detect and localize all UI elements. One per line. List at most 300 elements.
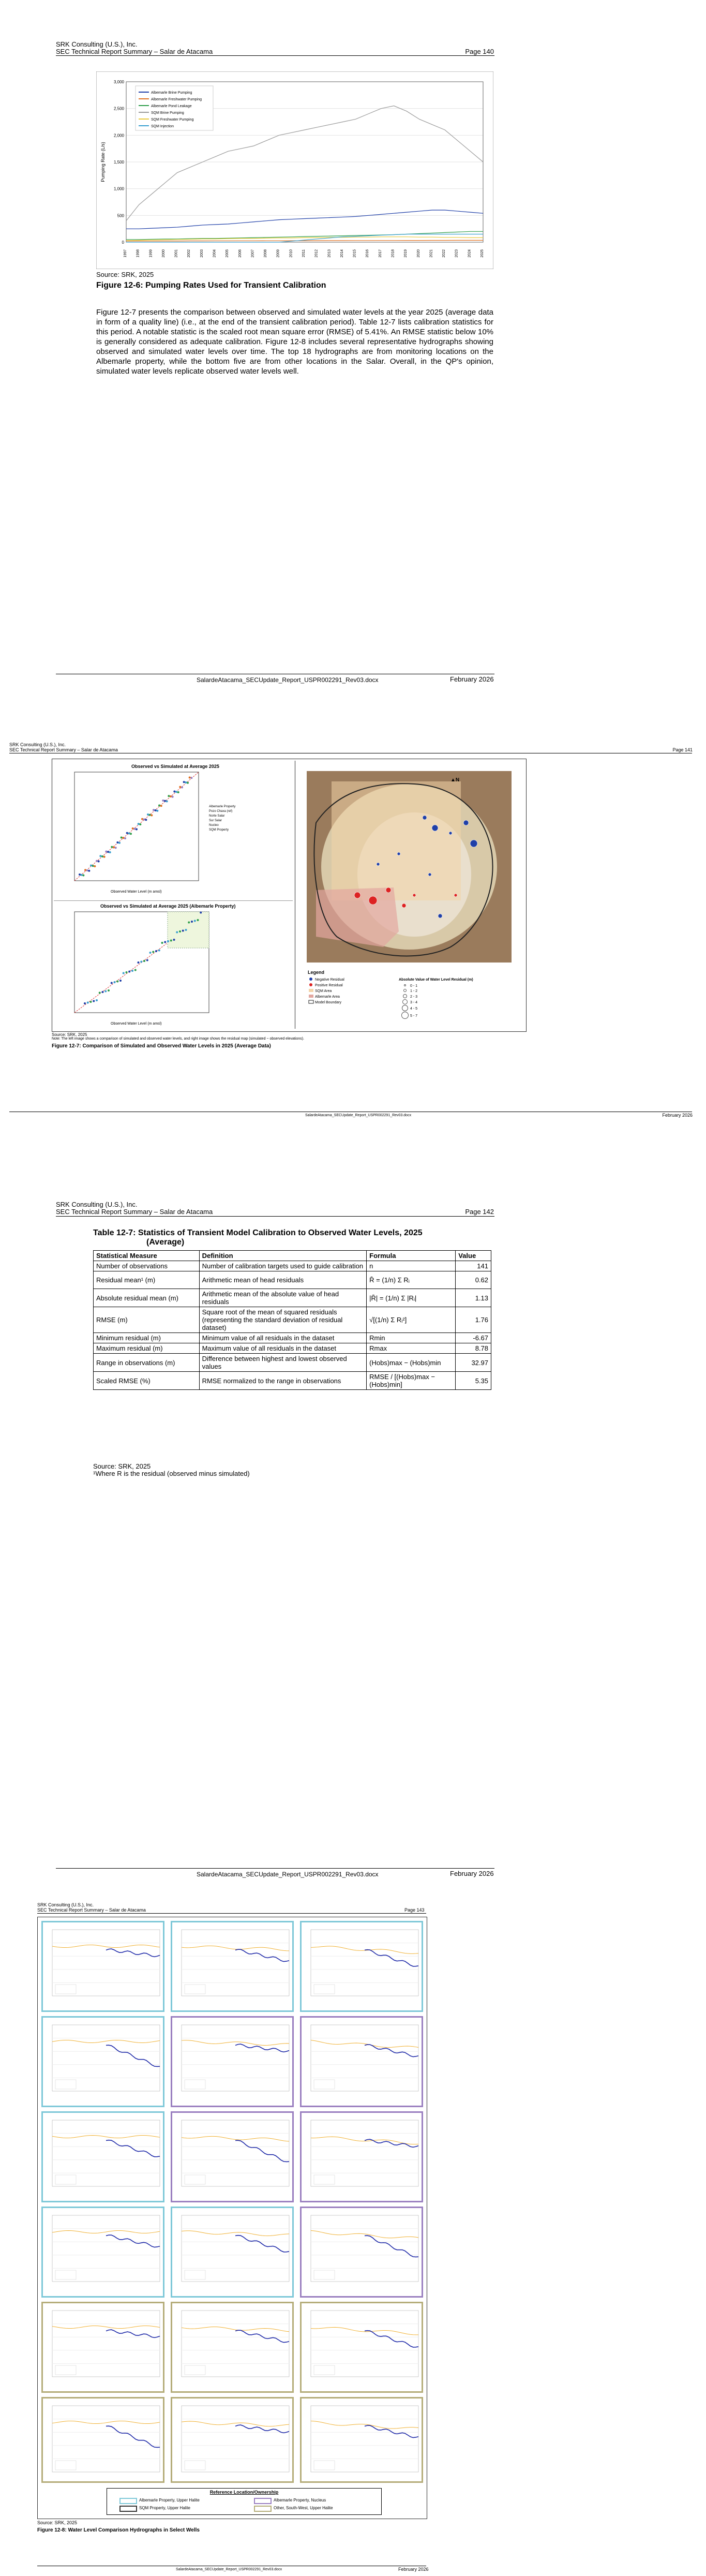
scatter-xlabel-2: Observed Water Level (m amsl) xyxy=(111,1022,162,1026)
residual-dot xyxy=(432,825,438,831)
legend-label: Albemarle Freshwater Pumping xyxy=(151,98,202,101)
scatter-point xyxy=(139,823,141,825)
svg-text:Norte Salar: Norte Salar xyxy=(209,815,225,818)
cell-definition: Arithmetic mean of the absolute value of head residuals xyxy=(199,1289,367,1307)
scatter-point xyxy=(92,865,94,867)
hydrograph-panel xyxy=(171,2397,294,2483)
scatter-point xyxy=(164,941,166,943)
scatter-point xyxy=(122,837,124,839)
residual-map xyxy=(295,761,524,1029)
scatter-point xyxy=(124,837,126,839)
header-rule xyxy=(56,1216,494,1217)
residual-dot xyxy=(386,887,391,893)
scatter-point xyxy=(131,970,133,972)
svg-text:▲N: ▲N xyxy=(450,777,460,783)
cell-formula: Rmin xyxy=(367,1333,456,1343)
cell-formula: (Hobs)max − (Hobs)min xyxy=(367,1354,456,1372)
observed-line xyxy=(106,2426,160,2447)
hydrograph-panel xyxy=(41,2016,164,2107)
scatter-point xyxy=(118,842,121,844)
hydrograph-panel xyxy=(300,2302,423,2393)
scatter-point xyxy=(136,828,138,831)
scatter-point xyxy=(116,841,118,843)
x-tick-label: 2005 xyxy=(226,249,230,258)
scatter-point xyxy=(189,777,191,779)
scatter-point xyxy=(161,942,163,944)
simulated-line xyxy=(52,2326,160,2328)
x-tick-label: 2012 xyxy=(314,249,319,258)
cell-measure: Scaled RMSE (%) xyxy=(94,1372,200,1390)
observed-line xyxy=(365,1950,418,1966)
table-title-2: (Average) xyxy=(146,1238,185,1247)
cell-definition: Difference between highest and lowest observed values xyxy=(199,1354,367,1372)
residual-dot xyxy=(377,863,380,866)
body-paragraph: Figure 12-7 presents the comparison between observed and simulated water levels at the year 2025 (average data in form of a quality line) (i.e., at the end of the transient calibration period). Table 12-7 lists calibration statistics for this period. A notable statistic is the scaled root mean square error (RMSE) of 5.41%. An RMSE statistic below 10% is generally considered as adequate calibration. Figure 12-8 includes several representative hydrographs showing observed and simulated water levels over time. The top 18 hydrographs are from monitoring locations on the Albemarle property, while the bottom five are from other locations in the Salar. Overall, in the QP's opinion, simulated water levels replicate observed water levels well. xyxy=(96,308,493,376)
scatter-point xyxy=(84,1002,86,1004)
header-rule xyxy=(37,1913,426,1914)
x-tick-label: 2000 xyxy=(161,249,166,258)
residual-dot xyxy=(369,896,377,905)
scatter-point xyxy=(102,991,104,993)
header-company: SRK Consulting (U.S.), Inc. xyxy=(9,742,66,747)
y-tick-label: 500 xyxy=(117,213,124,218)
x-tick-label: 2022 xyxy=(442,249,446,258)
scatter-point xyxy=(116,981,118,983)
legend-albemarle-nucleus: Albemarle Property, Nucleus xyxy=(274,2498,326,2503)
scatter-point xyxy=(134,969,137,971)
footer-date: February 2026 xyxy=(450,1870,494,1877)
simulated-line xyxy=(52,1945,160,1947)
scatter-point xyxy=(185,929,187,931)
observed-line xyxy=(106,1949,160,1957)
ownership-legend-title: Reference Location/Ownership xyxy=(209,2490,279,2495)
scatter-point xyxy=(168,795,170,797)
scatter-point xyxy=(160,805,162,807)
scatter-point xyxy=(96,999,98,1001)
cell-definition: RMSE normalized to the range in observations xyxy=(199,1372,367,1390)
x-tick-label: 2007 xyxy=(251,249,255,258)
y-tick-label: 3,000 xyxy=(113,80,124,84)
scatter-point xyxy=(90,1001,92,1003)
scatter-albemarle xyxy=(54,900,293,1029)
cell-value: -6.67 xyxy=(456,1333,491,1343)
hydrograph-panel xyxy=(300,2207,423,2298)
scatter-point xyxy=(151,815,153,817)
observed-line xyxy=(106,2140,160,2157)
table-row xyxy=(94,1289,491,1307)
footer-rule xyxy=(56,1868,494,1869)
scatter-point xyxy=(98,861,100,863)
scatter-point xyxy=(87,1002,89,1004)
hydrograph-panel xyxy=(41,2302,164,2393)
simulated-line xyxy=(311,2040,418,2048)
observed-line xyxy=(365,2236,418,2257)
scatter-point xyxy=(188,922,190,924)
scatter-point xyxy=(88,870,90,872)
scatter-point xyxy=(166,801,168,803)
footer-filename: SalardeAtacama_SECUpdate_Report_USPR002291_Rev03.docx xyxy=(197,1871,379,1878)
legend-label: Albemarle Pond Leakage xyxy=(151,105,192,108)
scatter-point xyxy=(114,981,116,983)
cell-formula: n xyxy=(367,1261,456,1271)
cell-definition: Square root of the mean of squared residuals (representing the standard deviation of residual dataset) xyxy=(199,1307,367,1333)
hydrograph-panel xyxy=(300,1921,423,2012)
header-report: SEC Technical Report Summary – Salar de Atacama xyxy=(9,747,118,752)
cell-value: 5.35 xyxy=(456,1372,491,1390)
scatter-point xyxy=(197,919,199,921)
page-140 xyxy=(0,0,706,683)
page-number: Page 141 xyxy=(672,747,693,752)
scatter-point xyxy=(84,869,86,871)
scatter-point xyxy=(82,875,84,877)
x-tick-label: 1998 xyxy=(136,249,140,258)
residual-3: 3 - 4 xyxy=(410,1001,418,1004)
scatter-point xyxy=(175,791,177,793)
table-row xyxy=(94,1271,491,1289)
residual-dot xyxy=(428,873,431,876)
scatter-point xyxy=(190,777,192,779)
cell-measure: Minimum residual (m) xyxy=(94,1333,200,1343)
scatter-point xyxy=(93,1000,95,1002)
x-tick-label: 2024 xyxy=(468,249,472,258)
figure-source: Source: SRK, 2025 xyxy=(37,2520,78,2525)
scatter-point xyxy=(119,980,122,982)
cell-value: 1.76 xyxy=(456,1307,491,1333)
scatter-point xyxy=(140,961,142,963)
chart-legend xyxy=(136,86,213,130)
hydrograph-panel xyxy=(300,2111,423,2202)
observed-line xyxy=(235,2330,289,2342)
scatter-point xyxy=(111,982,113,984)
legend-albemarle-upper: Albemarle Property, Upper Halite xyxy=(139,2498,200,2503)
observed-line xyxy=(106,2330,160,2337)
y-tick-label: 1,500 xyxy=(113,160,124,165)
page-number: Page 142 xyxy=(465,1208,494,1216)
cell-formula: √[(1/n) Σ Rᵢ²] xyxy=(367,1307,456,1333)
residual-dot xyxy=(438,914,442,918)
residual-dot xyxy=(402,904,406,908)
scatter-point xyxy=(86,869,88,871)
col-value: Value xyxy=(456,1251,491,1261)
x-tick-label: 2017 xyxy=(378,249,382,258)
table-row xyxy=(94,1261,491,1271)
scatter-point xyxy=(104,990,107,993)
scatter-point xyxy=(101,855,103,857)
scatter-point xyxy=(99,992,101,994)
cell-value: 8.78 xyxy=(456,1343,491,1354)
x-tick-label: 2014 xyxy=(340,249,344,258)
scatter-point xyxy=(172,796,174,798)
observed-line xyxy=(106,2045,160,2066)
hydrograph-panel xyxy=(300,2397,423,2483)
scatter-point xyxy=(96,860,98,862)
scatter-point xyxy=(182,930,184,932)
legend-sqm: SQM Area xyxy=(315,989,332,993)
residual-dot xyxy=(470,840,477,847)
scatter-point xyxy=(108,989,110,991)
simulated-line xyxy=(52,2230,160,2233)
x-tick-label: 2010 xyxy=(289,249,293,258)
scatter-point xyxy=(99,855,101,857)
observed-line xyxy=(235,1949,289,1961)
residual-4: 4 - 5 xyxy=(410,1007,418,1011)
scatter-point xyxy=(90,865,92,867)
scatter-point xyxy=(138,823,140,825)
legend-label: Albemarle Brine Pumping xyxy=(151,91,192,95)
observed-line xyxy=(235,2425,289,2433)
scatter-point xyxy=(153,809,155,811)
pumping-rate-chart xyxy=(96,71,493,269)
cell-definition: Minimum value of all residuals in the dataset xyxy=(199,1333,367,1343)
table-row xyxy=(94,1372,491,1390)
scatter-point xyxy=(155,809,157,811)
cell-value: 32.97 xyxy=(456,1354,491,1372)
scatter-point xyxy=(94,865,96,867)
col-formula: Formula xyxy=(367,1251,456,1261)
scatter-point xyxy=(173,939,175,941)
legend-other-upper: Other, South-West, Upper Halite xyxy=(274,2506,333,2510)
x-tick-label: 2013 xyxy=(327,249,332,258)
legend-albemarle: Albemarle Area xyxy=(315,995,340,999)
scatter-point xyxy=(105,851,107,853)
residual-dot xyxy=(413,894,416,897)
simulated-line xyxy=(182,2040,289,2046)
table-row xyxy=(94,1343,491,1354)
scatter-point xyxy=(145,819,147,821)
hydrograph-panel xyxy=(41,2111,164,2202)
scatter-point xyxy=(113,847,115,849)
calibration-table xyxy=(93,1250,491,1390)
x-tick-label: 1997 xyxy=(124,249,127,258)
page-number: Page 143 xyxy=(404,1907,425,1913)
cell-measure: Residual mean¹ (m) xyxy=(94,1271,200,1289)
cell-value: 0.62 xyxy=(456,1271,491,1289)
residual-dot xyxy=(397,852,400,855)
x-tick-label: 2018 xyxy=(391,249,395,258)
scatter-point xyxy=(179,786,181,788)
scatter-point xyxy=(147,813,149,816)
residual-0: 0 - 1 xyxy=(410,984,418,988)
scatter-point xyxy=(126,832,128,834)
simulated-line xyxy=(311,2327,418,2335)
scatter-point xyxy=(130,833,132,835)
scatter-point xyxy=(200,912,202,914)
observed-line xyxy=(365,2331,418,2347)
scatter-point xyxy=(167,940,169,942)
footer-date: February 2026 xyxy=(450,675,494,683)
col-definition: Definition xyxy=(199,1251,367,1261)
header-company: SRK Consulting (U.S.), Inc. xyxy=(56,1201,138,1208)
hydrograph-panel xyxy=(171,2302,294,2393)
scatter-point xyxy=(183,781,185,783)
footer-filename: SalardeAtacama_SECUpdate_Report_USPR002291_Rev03.docx xyxy=(176,2568,282,2571)
residual-1: 1 - 2 xyxy=(410,989,418,993)
scatter-point xyxy=(146,959,148,961)
cell-definition: Maximum value of all residuals in the dataset xyxy=(199,1343,367,1354)
scatter-point xyxy=(143,960,145,962)
cell-value: 141 xyxy=(456,1261,491,1271)
scatter-point xyxy=(156,810,158,812)
cell-measure: Range in observations (m) xyxy=(94,1354,200,1372)
x-tick-label: 2003 xyxy=(200,249,204,258)
scatter-point xyxy=(170,795,172,797)
figure-caption: Figure 12-6: Pumping Rates Used for Transient Calibration xyxy=(96,281,326,290)
scatter-point xyxy=(149,952,152,954)
svg-text:Sur Salar: Sur Salar xyxy=(209,819,222,822)
cell-formula: Rmax xyxy=(367,1343,456,1354)
y-axis-label: Pumping Rate (L/s) xyxy=(100,142,106,182)
table-row xyxy=(94,1354,491,1372)
legend-positive: Positive Residual xyxy=(315,984,343,987)
simulated-line xyxy=(182,2231,289,2236)
scatter-point xyxy=(194,920,196,922)
scatter-point xyxy=(141,818,143,820)
scatter-point xyxy=(128,971,130,973)
x-tick-label: 2020 xyxy=(416,249,420,258)
simulated-line xyxy=(52,2135,160,2138)
page-143 xyxy=(0,1894,706,2576)
svg-text:Pozo Chaxa (ref): Pozo Chaxa (ref) xyxy=(209,810,233,813)
header-company: SRK Consulting (U.S.), Inc. xyxy=(56,40,138,48)
hydrograph-panel xyxy=(41,2207,164,2298)
scatter-point xyxy=(109,851,111,853)
cell-measure: Number of observations xyxy=(94,1261,200,1271)
x-tick-label: 2016 xyxy=(366,249,370,258)
x-tick-label: 2021 xyxy=(429,249,433,258)
scatter-all xyxy=(54,761,293,898)
svg-text:Albemarle Property: Albemarle Property xyxy=(209,805,236,808)
scatter-point xyxy=(170,940,172,942)
y-tick-label: 2,500 xyxy=(113,106,124,111)
table-footnote: ¹Where R is the residual (observed minus simulated) xyxy=(93,1470,250,1477)
x-tick-label: 2002 xyxy=(187,249,191,258)
footer-date: February 2026 xyxy=(662,1113,693,1118)
y-tick-label: 1,000 xyxy=(113,186,124,191)
page-number: Page 140 xyxy=(465,48,494,55)
figure-source: Source: SRK, 2025 xyxy=(96,271,154,278)
col-measure: Statistical Measure xyxy=(94,1251,200,1261)
table-row xyxy=(94,1333,491,1343)
scatter-albemarle-title: Observed vs Simulated at Average 2025 (Albemarle Property) xyxy=(100,904,236,909)
scatter-point xyxy=(126,971,128,973)
figure-caption: Figure 12-7: Comparison of Simulated and Observed Water Levels in 2025 (Average Data) xyxy=(52,1043,271,1049)
table-row xyxy=(94,1307,491,1333)
header-report: SEC Technical Report Summary – Salar de Atacama xyxy=(56,1208,213,1216)
scatter-point xyxy=(115,847,117,849)
scatter-point xyxy=(177,791,179,793)
observed-line xyxy=(106,2235,160,2247)
x-tick-label: 2004 xyxy=(213,249,217,258)
x-tick-label: 2006 xyxy=(238,249,242,258)
residual-2: 2 - 3 xyxy=(410,995,418,999)
cell-measure: Maximum residual (m) xyxy=(94,1343,200,1354)
legend-label: SQM Freshwater Pumping xyxy=(151,118,194,122)
figure-note: Note: The left image shows a comparison of simulated and observed water levels, and right image shows the residual map (simulated − observed elevations). xyxy=(52,1037,304,1041)
page-141 xyxy=(0,740,706,1123)
simulated-line xyxy=(52,2040,160,2042)
scatter-point xyxy=(176,931,178,934)
scatter-all-title: Observed vs Simulated at Average 2025 xyxy=(131,764,219,769)
hydrograph-panel xyxy=(171,2207,294,2298)
residual-dot xyxy=(354,892,360,898)
cell-measure: RMSE (m) xyxy=(94,1307,200,1333)
simulated-line xyxy=(52,2421,160,2423)
figure-source: Source: SRK, 2025 xyxy=(52,1032,87,1037)
footer-date: February 2026 xyxy=(398,2567,429,2572)
residual-5: 5 - 7 xyxy=(410,1014,418,1018)
y-tick-label: 2,000 xyxy=(113,133,124,138)
scatter-point xyxy=(185,781,187,783)
hydrograph-panel xyxy=(41,2397,164,2483)
residual-dot xyxy=(454,894,457,897)
scatter-point xyxy=(191,921,193,923)
x-tick-label: 2001 xyxy=(174,249,178,258)
scatter-point xyxy=(187,782,189,784)
footer-filename: SalardeAtacama_SECUpdate_Report_USPR002291_Rev03.docx xyxy=(197,676,379,684)
cell-formula: R̄ = (1/n) Σ Rᵢ xyxy=(367,1271,456,1289)
observed-line xyxy=(235,2140,289,2162)
header-company: SRK Consulting (U.S.), Inc. xyxy=(37,1902,94,1907)
cell-formula: RMSE / [(Hobs)max − (Hobs)min] xyxy=(367,1372,456,1390)
simulated-line xyxy=(182,2136,289,2141)
scatter-point xyxy=(107,851,109,853)
legend-boundary: Model Boundary xyxy=(315,1001,341,1004)
scatter-point xyxy=(121,837,123,839)
x-tick-label: 2011 xyxy=(302,249,306,258)
y-tick-label: 0 xyxy=(122,240,124,245)
scatter-point xyxy=(181,787,183,789)
legend-label: SQM Injection xyxy=(151,125,174,128)
x-tick-label: 2015 xyxy=(353,249,357,258)
svg-text:SQM Property: SQM Property xyxy=(209,828,229,832)
x-tick-label: 2023 xyxy=(455,249,459,258)
legend-label: SQM Brine Pumping xyxy=(151,111,184,115)
cell-value: 1.13 xyxy=(456,1289,491,1307)
x-tick-label: 2008 xyxy=(264,249,268,258)
header-report: SEC Technical Report Summary – Salar de Atacama xyxy=(56,48,213,55)
scatter-point xyxy=(79,874,81,876)
scatter-xlabel: Observed Water Level (m amsl) xyxy=(111,890,162,894)
page-142 xyxy=(0,1201,706,1878)
scatter-point xyxy=(164,800,166,802)
x-tick-label: 2009 xyxy=(276,249,280,258)
scatter-point xyxy=(173,791,175,793)
table-title: Table 12-7: Statistics of Transient Model Calibration to Observed Water Levels, 2025 xyxy=(93,1228,423,1237)
legend-sqm-upper: SQM Property, Upper Halite xyxy=(139,2506,190,2510)
x-tick-label: 2019 xyxy=(404,249,408,258)
scatter-point xyxy=(103,856,106,858)
cell-definition: Arithmetic mean of head residuals xyxy=(199,1271,367,1289)
x-tick-label: 1999 xyxy=(149,249,153,258)
header-report: SEC Technical Report Summary – Salar de Atacama xyxy=(37,1907,146,1913)
scatter-point xyxy=(133,828,136,830)
hydrograph-panel xyxy=(171,1921,294,2012)
map-legend-title: Legend xyxy=(308,970,325,975)
residual-dot xyxy=(449,832,452,835)
figure-caption: Figure 12-8: Water Level Comparison Hydrographs in Select Wells xyxy=(37,2527,200,2533)
cell-measure: Absolute residual mean (m) xyxy=(94,1289,200,1307)
scatter-point xyxy=(128,833,130,835)
residual-legend-title: Absolute Value of Water Level Residual (m) xyxy=(399,978,473,982)
scatter-point xyxy=(111,846,113,848)
hydrograph-panel xyxy=(171,2111,294,2202)
scatter-point xyxy=(132,827,134,830)
cell-definition: Number of calibration targets used to guide calibration xyxy=(199,1261,367,1271)
scatter-point xyxy=(152,951,154,953)
scatter-point xyxy=(158,950,160,952)
scatter-point xyxy=(123,972,125,974)
hydrograph-panel xyxy=(171,2016,294,2107)
